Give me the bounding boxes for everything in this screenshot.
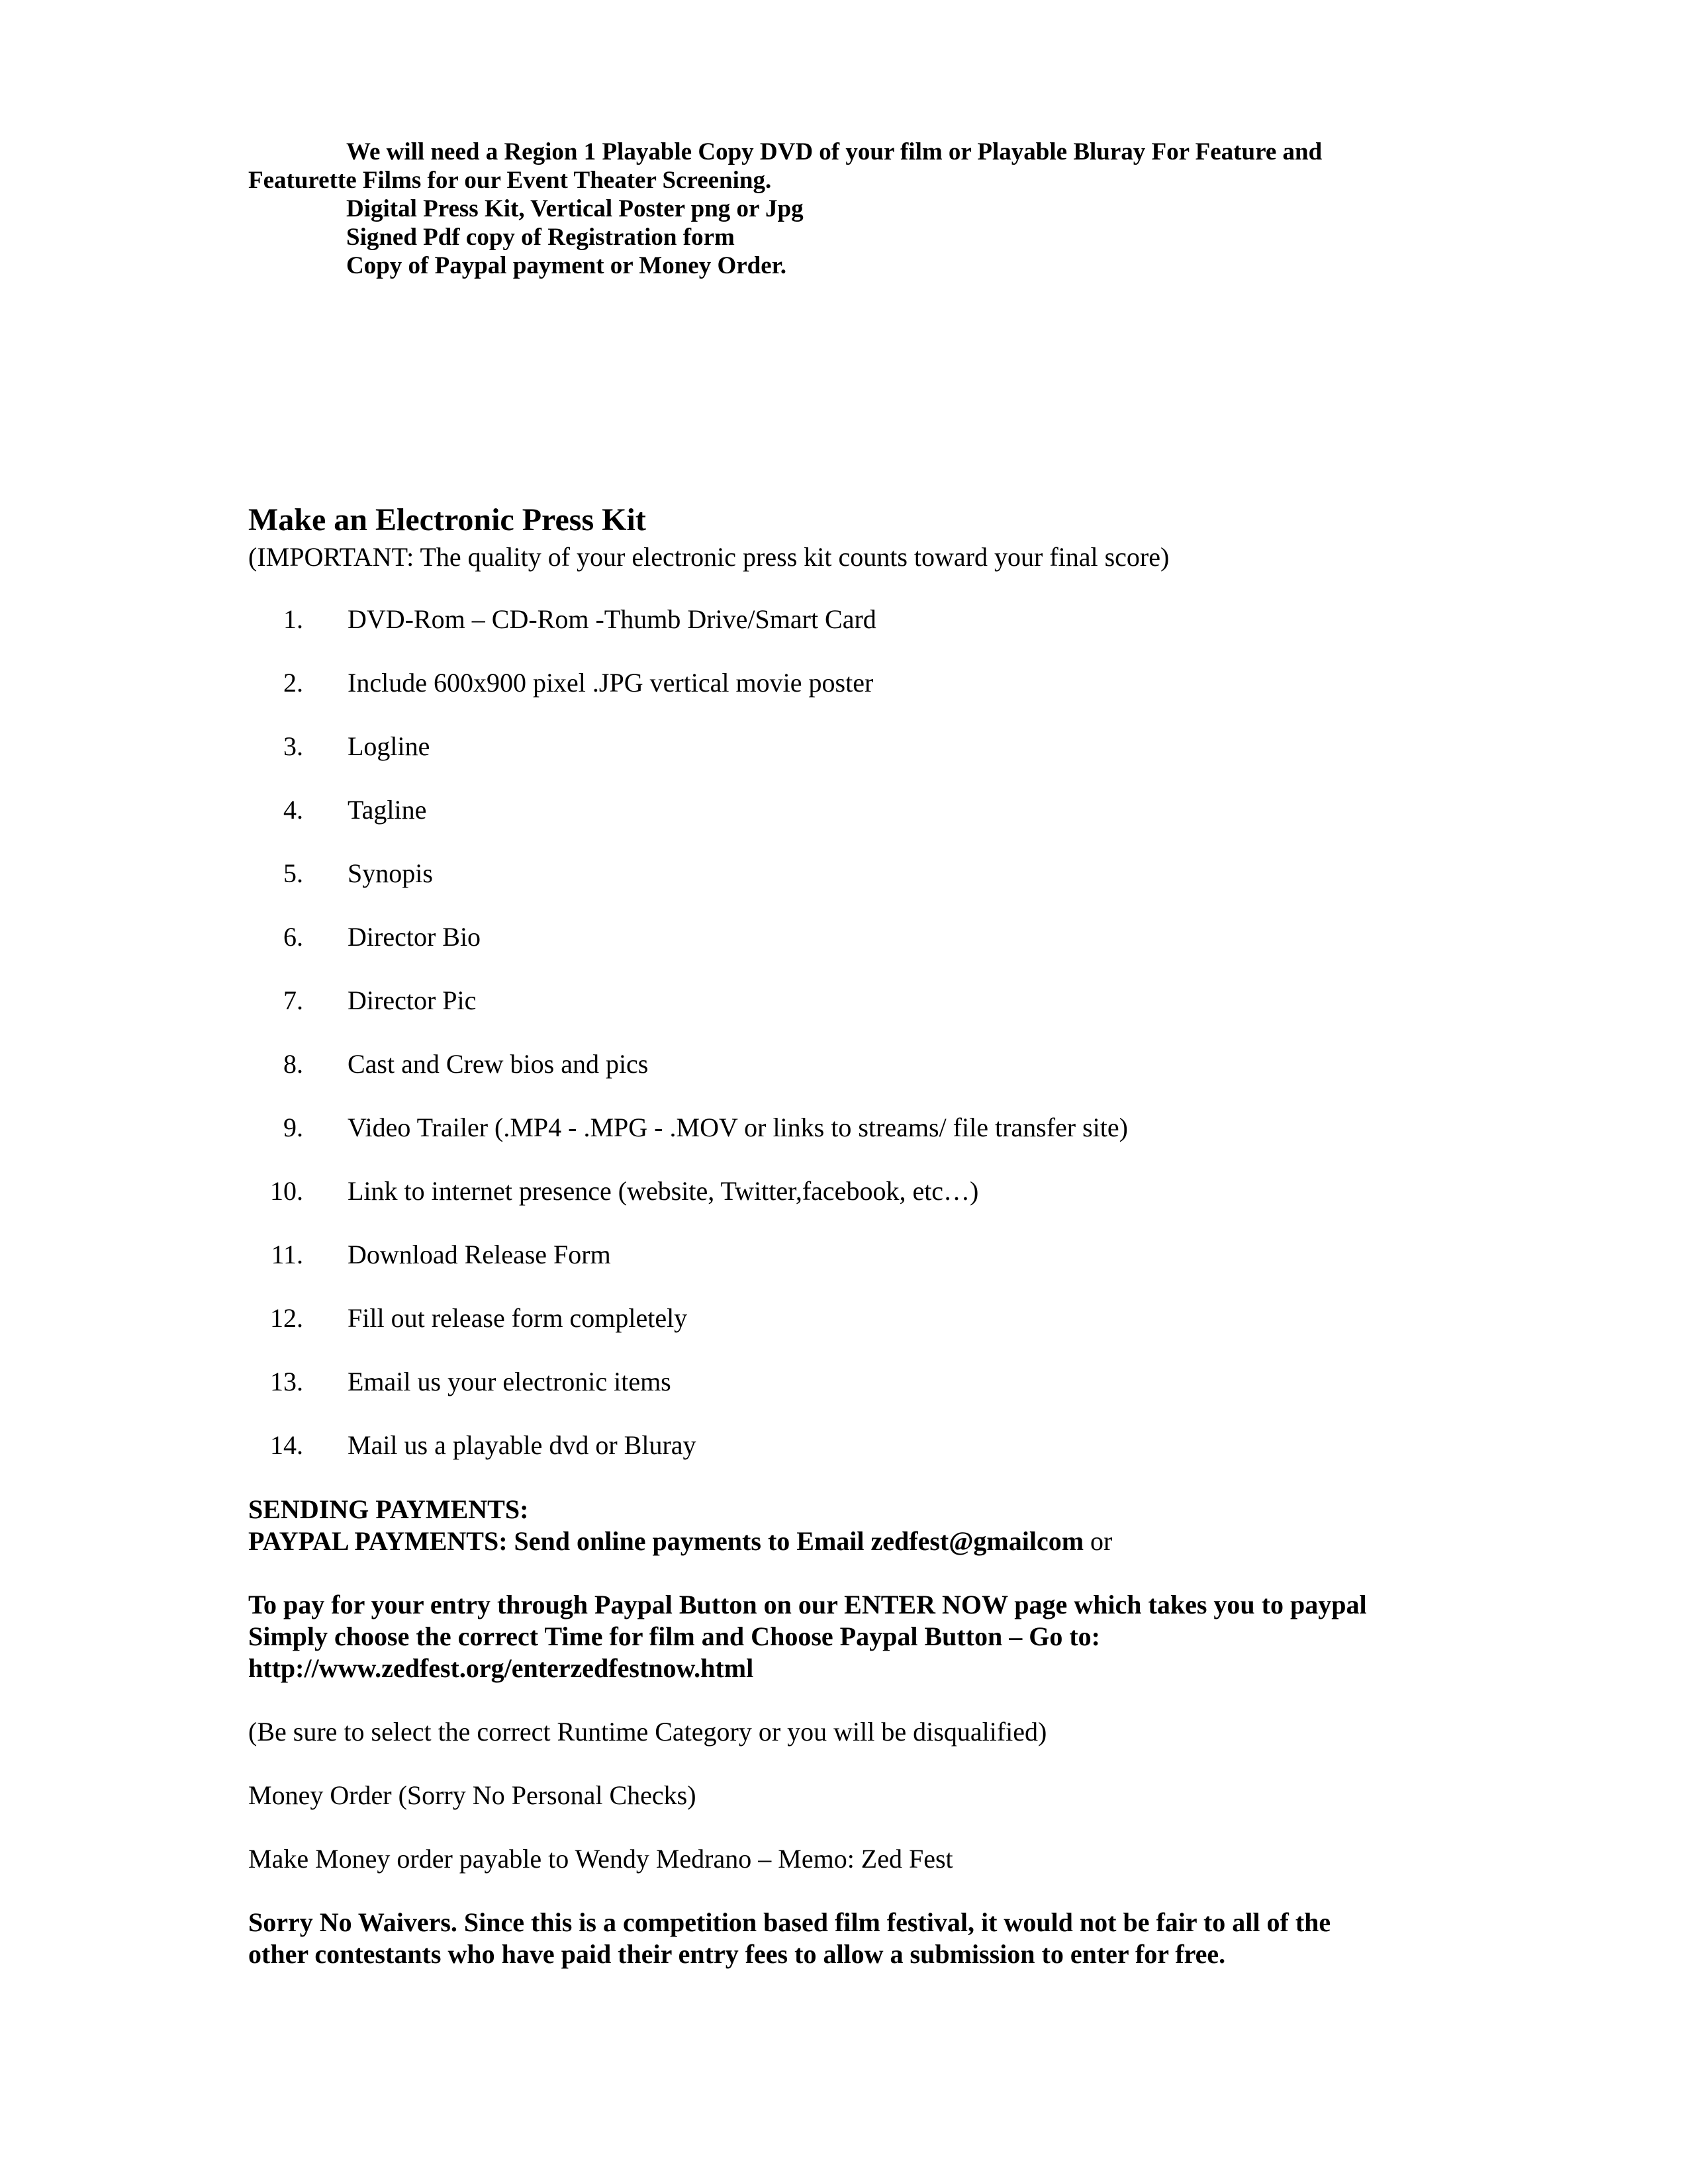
waiver-line-2: other contestants who have paid their entry fees to allow a submission to enter for free. xyxy=(248,1939,1226,1969)
list-item xyxy=(248,1048,1440,1112)
paypal-label: PAYPAL PAYMENTS: Send online payments to Email zedfest@gmailcom xyxy=(248,1526,1084,1556)
list-item xyxy=(248,1112,1440,1175)
list-item-number: 1. xyxy=(283,604,303,634)
list-item-number: 2. xyxy=(283,668,303,698)
list-item xyxy=(248,604,1440,667)
requirement-line-2: Featurette Films for our Event Theater Screening. xyxy=(248,167,772,194)
enter-now-link[interactable]: http://www.zedfest.org/enterzedfestnow.html xyxy=(248,1653,754,1683)
list-item xyxy=(248,1175,1440,1239)
press-kit-list xyxy=(248,604,1440,1493)
submission-requirements xyxy=(248,138,1407,280)
list-item-text: Director Bio xyxy=(348,922,481,952)
requirement-line-1: We will need a Region 1 Playable Copy DVD of your film or Playable Bluray For Feature and xyxy=(346,138,1323,165)
requirement-line-5: Copy of Paypal payment or Money Order. xyxy=(346,252,786,279)
list-item xyxy=(248,1430,1440,1493)
document-page xyxy=(248,0,1440,2184)
list-item-text: Include 600x900 pixel .JPG vertical movie poster xyxy=(348,668,874,698)
list-item-text: Cast and Crew bios and pics xyxy=(348,1049,649,1079)
money-order-line: Money Order (Sorry No Personal Checks) xyxy=(248,1780,696,1810)
payments-heading: SENDING PAYMENTS: xyxy=(248,1494,529,1524)
list-item-text: Email us your electronic items xyxy=(348,1367,671,1396)
list-item xyxy=(248,1239,1440,1302)
press-kit-note: (IMPORTANT: The quality of your electronic press kit counts toward your final score) xyxy=(248,542,1170,572)
list-item-text: Fill out release form completely xyxy=(348,1303,688,1333)
waiver-line-1: Sorry No Waivers. Since this is a competition based film festival, it would not be fair to all of the xyxy=(248,1907,1331,1937)
paypal-button-line-2: Simply choose the correct Time for film and Choose Paypal Button – Go to: xyxy=(248,1621,1100,1651)
list-item-text: Tagline xyxy=(348,795,427,825)
list-item-number: 11. xyxy=(271,1240,303,1269)
list-item-number: 7. xyxy=(283,985,303,1015)
list-item xyxy=(248,858,1440,921)
list-item-text: Synopis xyxy=(348,858,433,888)
list-item-text: DVD-Rom – CD-Rom -Thumb Drive/Smart Card xyxy=(348,604,876,634)
list-item-text: Download Release Form xyxy=(348,1240,611,1269)
list-item xyxy=(248,1302,1440,1366)
list-item xyxy=(248,985,1440,1048)
list-item-number: 3. xyxy=(283,731,303,761)
list-item-number: 10. xyxy=(270,1176,303,1206)
paypal-or: or xyxy=(1084,1526,1113,1556)
list-item xyxy=(248,921,1440,985)
list-item-number: 14. xyxy=(270,1430,303,1460)
list-item-number: 13. xyxy=(270,1367,303,1396)
requirement-line-3: Digital Press Kit, Vertical Poster png or Jpg xyxy=(346,195,804,222)
paypal-button-line-1: To pay for your entry through Paypal Button on our ENTER NOW page which takes you to paypal xyxy=(248,1590,1367,1619)
list-item-text: Link to internet presence (website, Twitter,facebook, etc…) xyxy=(348,1176,979,1206)
runtime-note: (Be sure to select the correct Runtime Category or you will be disqualified) xyxy=(248,1717,1047,1747)
list-item xyxy=(248,667,1440,731)
list-item-number: 4. xyxy=(283,795,303,825)
list-item-number: 12. xyxy=(270,1303,303,1333)
list-item-number: 6. xyxy=(283,922,303,952)
paypal-line xyxy=(248,1525,1440,1557)
payable-line: Make Money order payable to Wendy Medrano – Memo: Zed Fest xyxy=(248,1844,953,1874)
list-item-text: Logline xyxy=(348,731,430,761)
list-item-number: 9. xyxy=(283,1113,303,1142)
list-item-text: Director Pic xyxy=(348,985,477,1015)
payments-section xyxy=(248,1494,1440,1970)
list-item xyxy=(248,731,1440,794)
list-item-number: 8. xyxy=(283,1049,303,1079)
press-kit-heading: Make an Electronic Press Kit xyxy=(248,502,646,537)
list-item xyxy=(248,1366,1440,1430)
list-item-text: Mail us a playable dvd or Bluray xyxy=(348,1430,696,1460)
list-item-text: Video Trailer (.MP4 - .MPG - .MOV or links to streams/ file transfer site) xyxy=(348,1113,1128,1142)
list-item-number: 5. xyxy=(283,858,303,888)
requirement-line-4: Signed Pdf copy of Registration form xyxy=(346,224,735,251)
list-item xyxy=(248,794,1440,858)
